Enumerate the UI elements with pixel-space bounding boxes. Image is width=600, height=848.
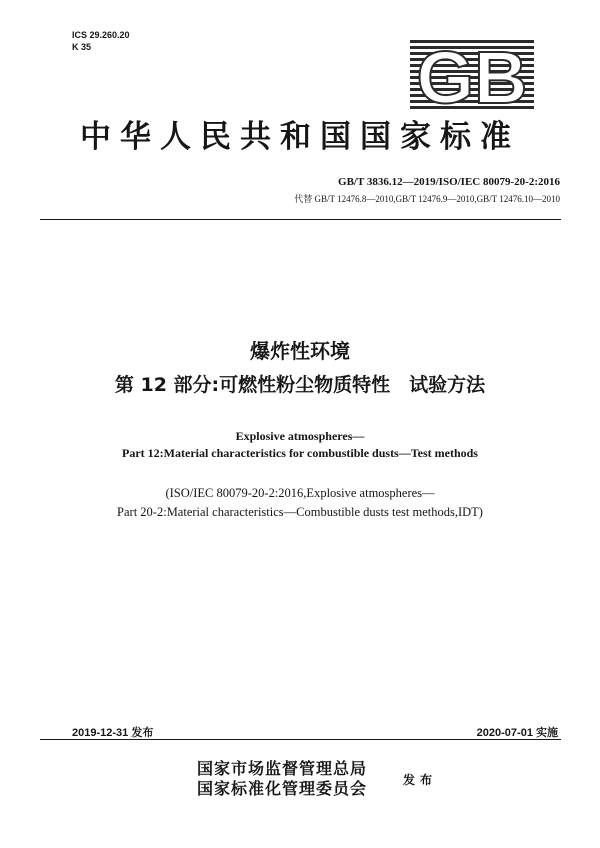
title-chinese-part: 第 12 部分:可燃性粉尘物质特性 试验方法 xyxy=(114,374,486,396)
issuer-block xyxy=(197,759,367,799)
top-divider xyxy=(40,219,561,220)
national-standard-title: 中华人民共和国国家标准 xyxy=(80,119,520,155)
gb-logo xyxy=(410,40,534,110)
title-english-main: Explosive atmospheres— xyxy=(235,429,365,443)
bottom-divider xyxy=(40,739,561,740)
replaces-standards: 代替 GB/T 12476.8—2010,GB/T 12476.9—2010,GB/T 12476.10—2010 xyxy=(294,194,560,204)
ccs-code: K 35 xyxy=(72,42,92,52)
issue-date: 2019-12-31 发布 xyxy=(72,727,154,739)
issue-action-label: 发布 xyxy=(403,773,438,787)
issuer-sac: 国家标准化管理委员会 xyxy=(197,779,368,798)
title-chinese-main: 爆炸性环境 xyxy=(250,339,350,363)
gb-logo-text: GB xyxy=(416,40,528,110)
iso-reference-line1: (ISO/IEC 80079-20-2:2016,Explosive atmospheres— xyxy=(165,486,435,500)
implementation-date: 2020-07-01 实施 xyxy=(476,727,558,739)
title-english-part: Part 12:Material characteristics for combustible dusts—Test methods xyxy=(122,446,478,460)
iso-reference-line2: Part 20-2:Material characteristics—Combustible dusts test methods,IDT) xyxy=(117,505,483,519)
issuer-samr: 国家市场监督管理总局 xyxy=(197,759,368,778)
standard-number: GB/T 3836.12—2019/ISO/IEC 80079-20-2:2016 xyxy=(338,176,560,188)
ics-code: ICS 29.260.20 xyxy=(72,30,130,40)
